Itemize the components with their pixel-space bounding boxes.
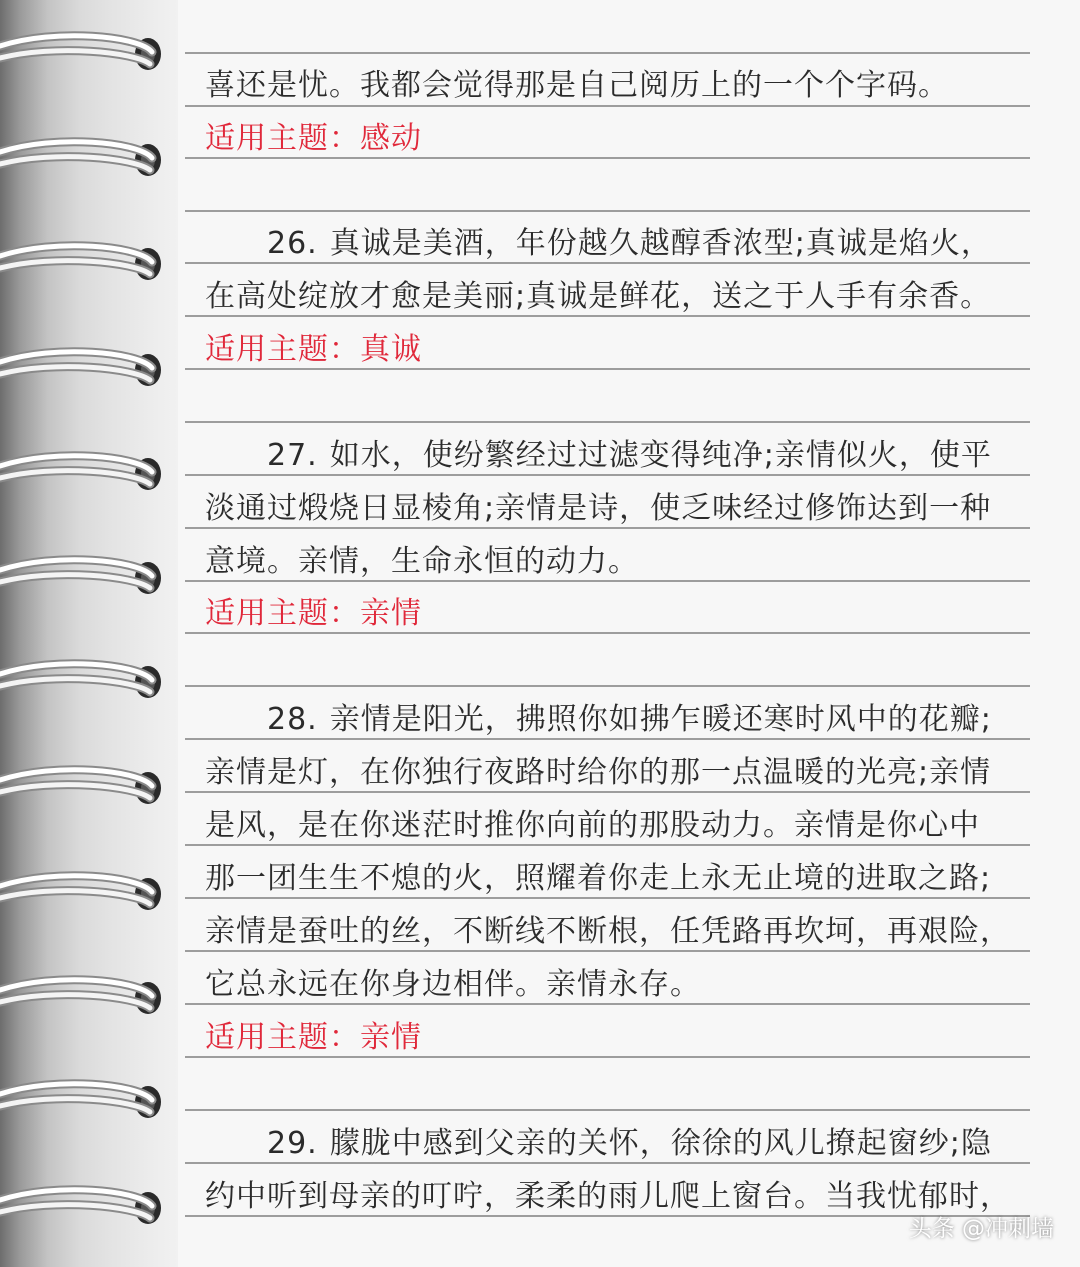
- spiral-ring: [0, 444, 170, 504]
- entry-text-line: 喜还是忧。我都会觉得那是自己阅历上的一个个字码。: [205, 68, 949, 103]
- entry-text-line: 亲情是蚕吐的丝，不断线不断根，任凭路再坎坷，再艰险，: [205, 914, 1011, 949]
- ruled-line: [185, 685, 1030, 687]
- entry-text-line: 29. 朦胧中感到父亲的关怀，徐徐的风儿撩起窗纱;隐: [267, 1126, 992, 1161]
- ruled-line: [185, 52, 1030, 54]
- source-watermark: 头条 @冲刺墙: [908, 1216, 1054, 1242]
- entry-text-line: 意境。亲情，生命永恒的动力。: [205, 544, 639, 579]
- entry-text-line: 26. 真诚是美酒，年份越久越醇香浓型;真诚是焰火，: [267, 226, 992, 261]
- ruled-line: [185, 1109, 1030, 1111]
- entry-text-line: 约中听到母亲的叮咛，柔柔的雨儿爬上窗台。当我忧郁时，: [205, 1179, 1011, 1214]
- entry-number: 27.: [267, 438, 318, 473]
- entry-number: 29.: [267, 1126, 318, 1161]
- entry-text-line: 它总永远在你身边相伴。亲情永存。: [205, 967, 701, 1002]
- entry-text-line: 在高处绽放才愈是美丽;真诚是鲜花，送之于人手有余香。: [205, 279, 992, 314]
- entry-text-line: 那一团生生不熄的火，照耀着你走上永无止境的进取之路;: [205, 861, 992, 896]
- theme-label: 适用主题：感动: [205, 121, 422, 156]
- ruled-line: [185, 421, 1030, 423]
- entry-text-line: 亲情是灯，在你独行夜路时给你的那一点温暖的光亮;亲情: [205, 755, 992, 790]
- theme-label: 适用主题：真诚: [205, 332, 422, 367]
- entry-text-line: 28. 亲情是阳光，拂照你如拂乍暖还寒时风中的花瓣;: [267, 702, 992, 737]
- spiral-ring: [0, 234, 170, 294]
- spiral-ring: [0, 548, 170, 608]
- entry-number: 26.: [267, 226, 318, 261]
- spiral-ring: [0, 24, 170, 84]
- spiral-ring: [0, 968, 170, 1028]
- spiral-ring: [0, 1178, 170, 1238]
- theme-label: 适用主题：亲情: [205, 1020, 422, 1055]
- spiral-ring: [0, 758, 170, 818]
- entry-text-line: 是风，是在你迷茫时推你向前的那股动力。亲情是你心中: [205, 808, 980, 843]
- entry-text-line: 27. 如水，使纷繁经过过滤变得纯净;亲情似火，使平: [267, 438, 992, 473]
- spiral-ring: [0, 652, 170, 712]
- entry-text-line: 淡通过煅烧日显棱角;亲情是诗，使乏味经过修饰达到一种: [205, 491, 992, 526]
- spiral-ring: [0, 1072, 170, 1132]
- theme-label: 适用主题：亲情: [205, 596, 422, 631]
- spiral-ring: [0, 130, 170, 190]
- entry-number: 28.: [267, 702, 318, 737]
- spiral-ring: [0, 864, 170, 924]
- spiral-ring: [0, 340, 170, 400]
- ruled-line: [185, 210, 1030, 212]
